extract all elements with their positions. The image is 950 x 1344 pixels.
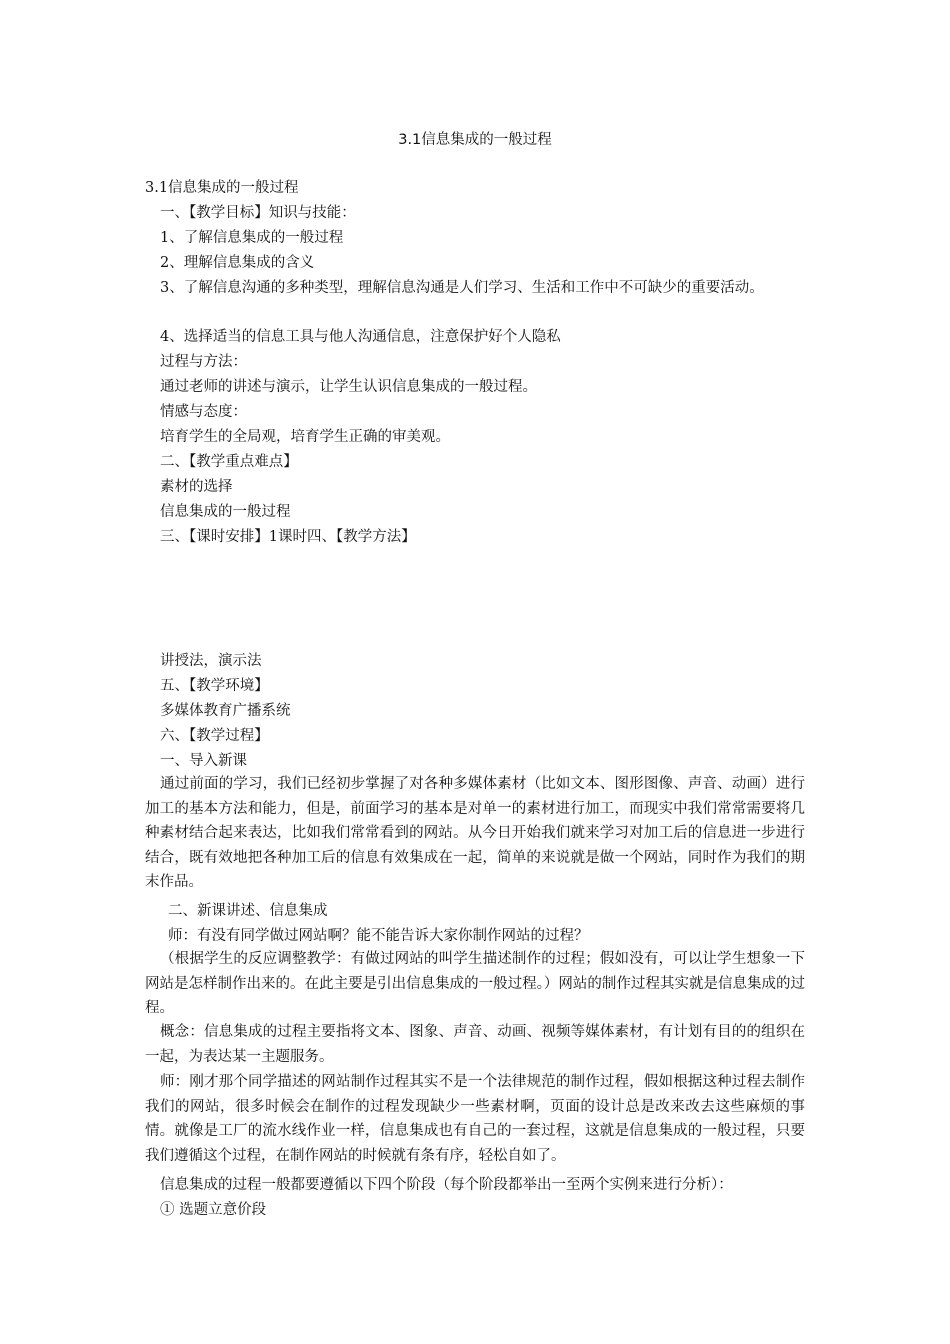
doc-heading: 3.1信息集成的一般过程 xyxy=(145,180,299,196)
objective-item: 4、选择适当的信息工具与他人沟通信息，注意保护好个人隐私 xyxy=(160,329,561,345)
objective-item: 2、理解信息集成的含义 xyxy=(160,255,315,271)
adjust-paragraph: （根据学生的反应调整教学：有做过网站的叫学生描述制作的过程；假如没有，可以让学生想象一下网站是怎样制作出来的。在此主要是引出信息集成的一般过程。）网站的制作过程其实就是信息集成的过程。 xyxy=(145,951,805,1017)
intro-heading: 一、导入新课 xyxy=(160,753,247,769)
objective-item: 1、了解信息集成的一般过程 xyxy=(160,230,344,246)
key-point-item: 素材的选择 xyxy=(160,479,233,495)
method-text: 讲授法，演示法 xyxy=(160,653,262,669)
process-heading: 六、【教学过程】 xyxy=(160,728,269,744)
environment-heading: 五、【教学环境】 xyxy=(160,678,269,694)
concept-paragraph: 概念：信息集成的过程主要指将文本、图象、声音、动画、视频等媒体素材，有计划有目的的组织在一起，为表达某一主题服务。 xyxy=(145,1024,805,1065)
objective-item: 3、了解信息沟通的多种类型，理解信息沟通是人们学习、生活和工作中不可缺少的重要活动。 xyxy=(160,280,764,296)
section2-heading: 二、新课讲述、信息集成 xyxy=(168,903,328,919)
teacher-question: 师：有没有同学做过网站啊？能不能告诉大家你制作网站的过程？ xyxy=(168,928,589,944)
attitude-text: 培育学生的全局观，培育学生正确的审美观。 xyxy=(160,429,450,445)
attitude-heading: 情感与态度： xyxy=(160,404,247,420)
key-point-item: 信息集成的一般过程 xyxy=(160,504,291,520)
page-title: 3.1信息集成的一般过程 xyxy=(398,132,552,148)
intro-paragraph: 通过前面的学习，我们已经初步掌握了对各种多媒体素材（比如文本、图形图像、声音、动画）进行加工的基本方法和能力，但是，前面学习的基本是对单一的素材进行加工，而现实中我们常常需要将几种素材结合起来表达，比如我们常常看到的网站。从今日开始我们就来学习对加工后的信息进一步进行结合，既有效地把各种加工后的信息有效集成在一起，简单的来说就是做一个网站，同时作为我们的期末作品。 xyxy=(145,776,805,891)
stage-item: ① 选题立意价段 xyxy=(160,1202,267,1218)
process-method-heading: 过程与方法： xyxy=(160,354,247,370)
teacher-paragraph: 师：刚才那个同学描述的网站制作过程其实不是一个法律规范的制作过程，假如根据这种过程去制作我们的网站，很多时候会在制作的过程发现缺少一些素材啊，页面的设计总是改来改去这些麻烦的事情。就像是工厂的流水线作业一样，信息集成也有自己的一套过程，这就是信息集成的一般过程，只要我们遵循这个过程，在制作网站的时候就有条有序，轻松自如了。 xyxy=(145,1074,805,1164)
process-method-text: 通过老师的讲述与演示，让学生认识信息集成的一般过程。 xyxy=(160,379,537,395)
stages-intro: 信息集成的过程一般都要遵循以下四个阶段（每个阶段都举出一至两个实例来进行分析）： xyxy=(160,1177,733,1193)
schedule-method-heading: 三、【课时安排】1课时四、【教学方法】 xyxy=(160,529,416,545)
key-points-heading: 二、【教学重点难点】 xyxy=(160,454,298,470)
objectives-heading: 一、【教学目标】知识与技能： xyxy=(160,205,356,221)
environment-text: 多媒体教育广播系统 xyxy=(160,703,291,719)
